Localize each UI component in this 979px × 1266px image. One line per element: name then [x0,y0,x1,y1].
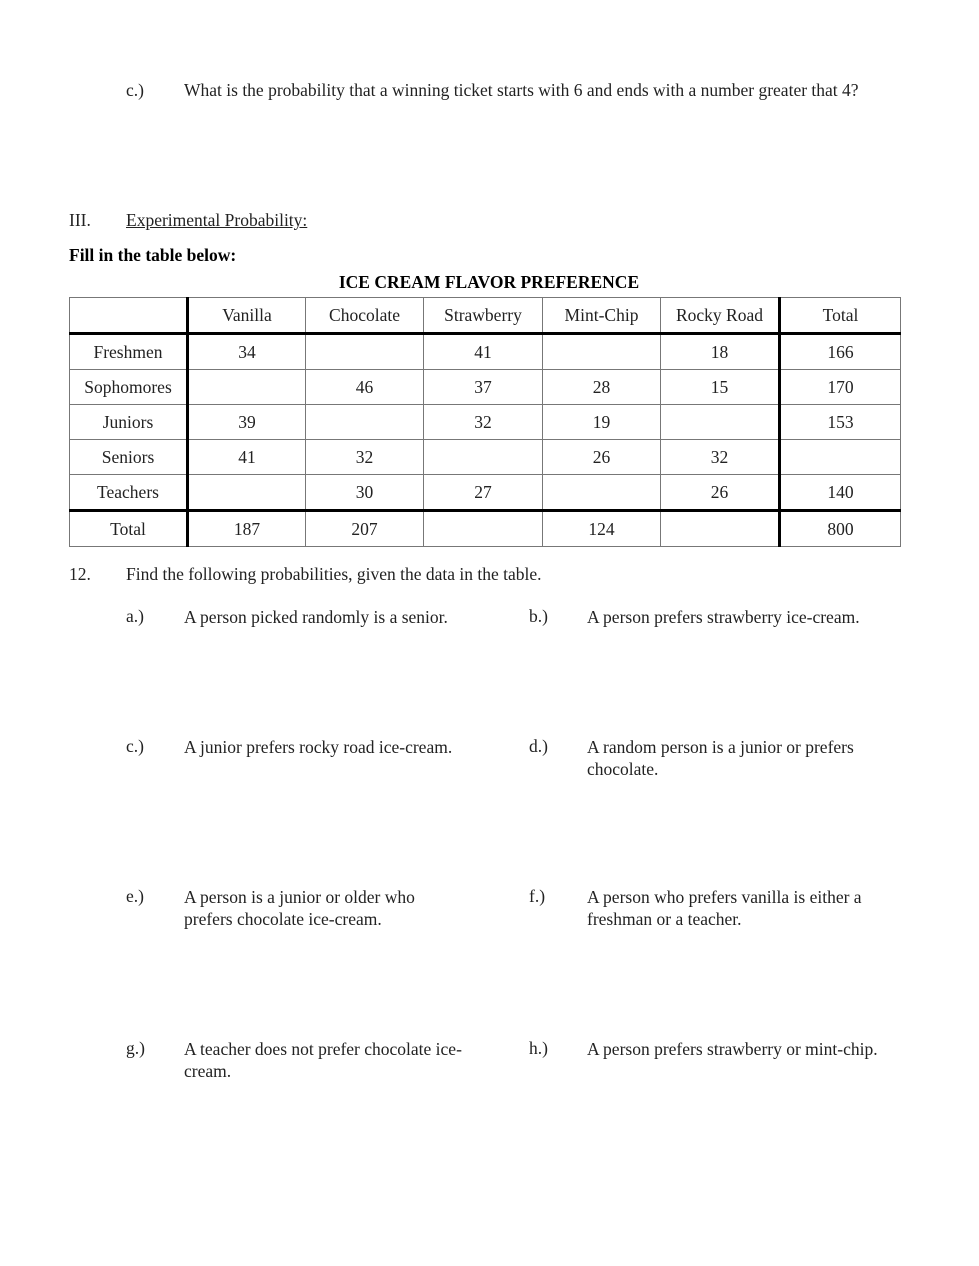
table-header-row [70,298,901,334]
preference-table [69,297,901,547]
header-cell: Mint-Chip [543,298,661,334]
part-text: A teacher does not prefer chocolate ice-cream. [184,1039,462,1081]
table-cell: 34 [188,334,306,370]
total-label: Total [70,511,188,547]
table-cell: 26 [661,475,780,511]
table-cell: 39 [188,405,306,440]
table-cell: 27 [424,475,543,511]
part-text: A person who prefers vanilla is either a freshman or a teacher. [587,887,862,929]
table-row [70,405,901,440]
table-cell [543,334,661,370]
part-text: A junior prefers rocky road ice-cream. [184,737,453,757]
total-cell [424,511,543,547]
table-cell: 46 [306,370,424,405]
table-cell: 32 [661,440,780,475]
table-cell: 32 [424,405,543,440]
total-cell: 207 [306,511,424,547]
table-cell [306,405,424,440]
part-label: d.) [529,736,548,756]
section-title: Experimental Probability: [126,210,308,230]
table-cell [306,334,424,370]
header-cell: Vanilla [188,298,306,334]
table-row [70,440,901,475]
part-label: h.) [529,1038,548,1058]
header-cell: Total [780,298,901,334]
table-cell: 30 [306,475,424,511]
part-label: g.) [126,1038,145,1058]
table-cell: 166 [780,334,901,370]
table-cell: 41 [424,334,543,370]
part-label: f.) [529,886,546,906]
problem-text: Find the following probabilities, given the data in the table. [126,564,542,584]
table-total-row [70,511,901,547]
table-cell [780,440,901,475]
table-row [70,334,901,370]
part-text: A person picked randomly is a senior. [184,607,448,627]
table-cell [188,370,306,405]
part-label: a.) [126,606,144,626]
section-number: III. [69,210,91,230]
part-text: A random person is a junior or prefers chocolate. [587,737,854,779]
row-label: Seniors [70,440,188,475]
table-cell: 41 [188,440,306,475]
total-cell: 187 [188,511,306,547]
question-c-label: c.) [126,80,144,100]
table-cell: 19 [543,405,661,440]
instruction: Fill in the table below: [69,245,237,265]
table-cell: 153 [780,405,901,440]
table-cell [188,475,306,511]
part-label: b.) [529,606,548,626]
problem-number: 12. [69,564,91,584]
table-cell [424,440,543,475]
table-cell: 15 [661,370,780,405]
part-label: e.) [126,886,144,906]
total-cell [661,511,780,547]
table-cell [543,475,661,511]
row-label: Sophomores [70,370,188,405]
part-text: A person prefers strawberry or mint-chip. [587,1039,878,1059]
part-text: A person is a junior or older who prefers chocolate ice-cream. [184,887,415,929]
table-row [70,475,901,511]
table-cell [661,405,780,440]
total-cell: 800 [780,511,901,547]
table-cell: 32 [306,440,424,475]
total-cell: 124 [543,511,661,547]
row-label: Teachers [70,475,188,511]
header-cell: Strawberry [424,298,543,334]
row-label: Juniors [70,405,188,440]
header-cell: Chocolate [306,298,424,334]
table-cell: 37 [424,370,543,405]
table-cell: 26 [543,440,661,475]
table-cell: 18 [661,334,780,370]
part-text: A person prefers strawberry ice-cream. [587,607,860,627]
table-title: ICE CREAM FLAVOR PREFERENCE [338,272,640,292]
part-label: c.) [126,736,144,756]
header-cell [70,298,188,334]
table-cell: 170 [780,370,901,405]
question-c-text: What is the probability that a winning ticket starts with 6 and ends with a number greater that 4? [184,80,859,100]
header-cell: Rocky Road [661,298,780,334]
table-cell: 140 [780,475,901,511]
table-row [70,370,901,405]
row-label: Freshmen [70,334,188,370]
table-cell: 28 [543,370,661,405]
